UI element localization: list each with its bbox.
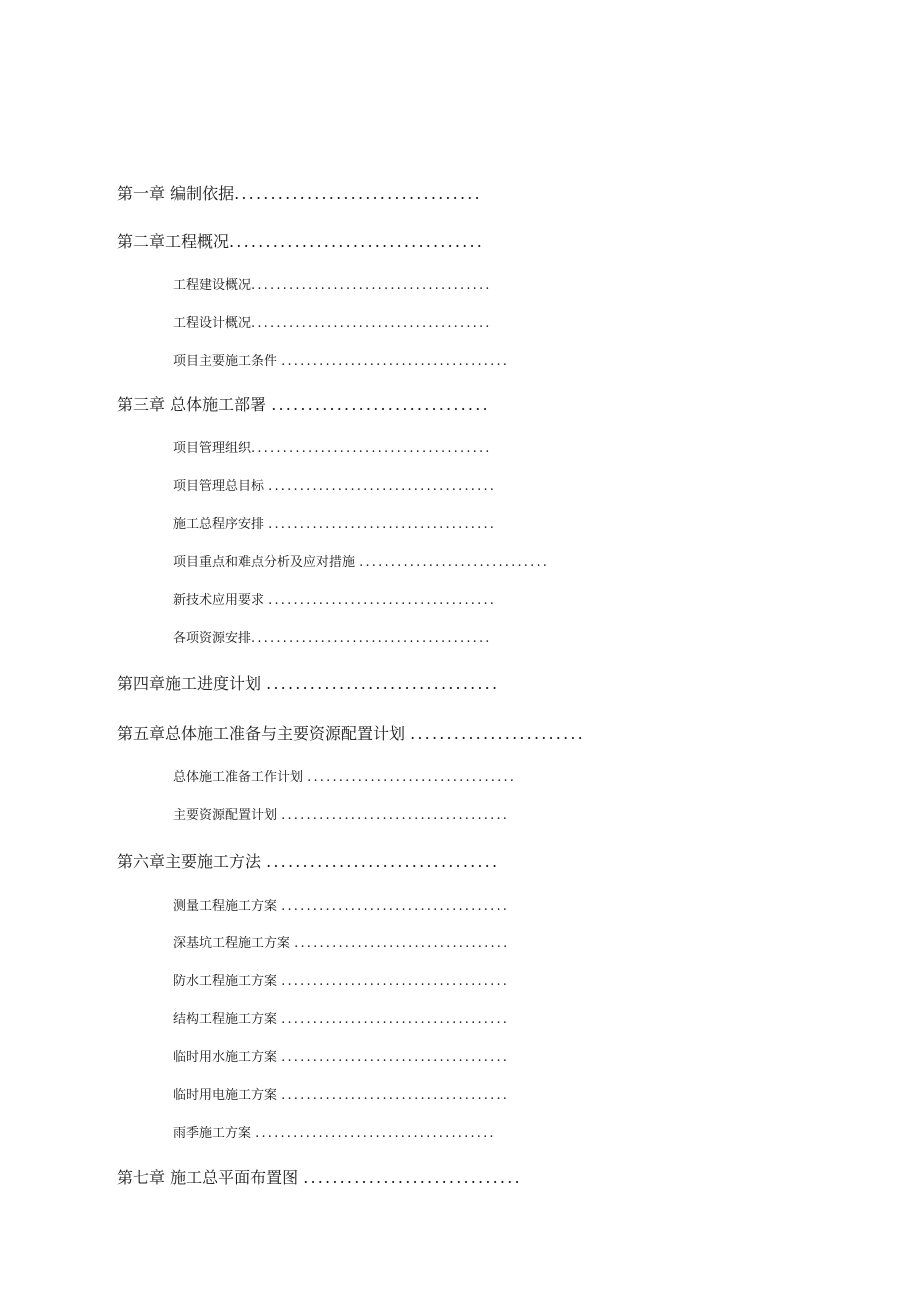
toc-section-6-2[interactable] [173, 937, 509, 950]
toc-leader-dots: .................................... [281, 974, 510, 989]
toc-leader-dots: .............................. [359, 555, 550, 570]
toc-entry-title: 工程设计概况 [173, 316, 252, 331]
toc-section-3-3[interactable] [173, 518, 496, 531]
toc-entry-title: 主要资源配置计划 [173, 808, 282, 823]
toc-entry-title: 雨季施工方案 [173, 1126, 256, 1141]
toc-section-6-6[interactable] [173, 1089, 509, 1102]
toc-section-3-1[interactable] [173, 442, 492, 455]
toc-entry-title: 临时用水施工方案 [173, 1050, 282, 1065]
toc-leader-dots: ................................... [229, 232, 485, 251]
toc-entry-title: 第四章施工进度计划 [117, 674, 267, 693]
toc-leader-dots: ................................ [266, 674, 500, 693]
toc-entry-title: 各项资源安排 [173, 631, 252, 646]
toc-chapter-4[interactable] [117, 676, 499, 692]
toc-entry-title: 工程建设概况 [173, 278, 252, 293]
toc-section-6-1[interactable] [173, 900, 509, 913]
toc-leader-dots: ................................. [307, 770, 517, 785]
toc-entry-title: 项目管理总目标 [173, 479, 269, 494]
toc-leader-dots: ...................................... [251, 441, 492, 456]
toc-leader-dots: ...................................... [251, 316, 492, 331]
toc-entry-title: 总体施工准备工作计划 [173, 770, 308, 785]
toc-entry-title: 深基坑工程施工方案 [173, 936, 295, 951]
toc-entry-title: 第五章总体施工准备与主要资源配置计划 [117, 724, 411, 743]
toc-section-5-1[interactable] [173, 771, 516, 784]
toc-entry-title: 施工总程序安排 [173, 517, 269, 532]
toc-leader-dots: .................................... [268, 517, 497, 532]
toc-leader-dots: .................................. [234, 184, 482, 203]
toc-entry-title: 第六章主要施工方法 [117, 852, 267, 871]
toc-leader-dots: .................................. [294, 936, 510, 951]
toc-entry-title: 第一章 编制依据 [117, 184, 235, 203]
toc-section-3-4[interactable] [173, 556, 549, 569]
toc-section-3-2[interactable] [173, 480, 496, 493]
toc-section-6-5[interactable] [173, 1051, 509, 1064]
toc-leader-dots: ................................ [266, 852, 500, 871]
toc-entry-title: 新技术应用要求 [173, 593, 269, 608]
toc-entry-title: 项目重点和难点分析及应对措施 [173, 555, 360, 570]
toc-section-2-3[interactable] [173, 355, 509, 368]
toc-chapter-3[interactable] [117, 397, 490, 413]
toc-section-6-4[interactable] [173, 1013, 509, 1026]
toc-leader-dots: .................................... [281, 808, 510, 823]
toc-leader-dots: .................................... [281, 1088, 510, 1103]
toc-leader-dots: .............................. [303, 1168, 522, 1187]
toc-entry-title: 第七章 施工总平面布置图 [117, 1168, 304, 1187]
toc-section-5-2[interactable] [173, 809, 509, 822]
toc-chapter-6[interactable] [117, 854, 499, 870]
toc-entry-title: 第二章工程概况 [117, 232, 230, 251]
toc-leader-dots: ........................ [410, 724, 585, 743]
toc-leader-dots: .............................. [271, 395, 490, 414]
toc-leader-dots: ...................................... [251, 631, 492, 646]
toc-entry-title: 项目管理组织 [173, 441, 252, 456]
toc-leader-dots: .................................... [281, 899, 510, 914]
toc-chapter-7[interactable] [117, 1170, 522, 1186]
toc-leader-dots: ...................................... [251, 278, 492, 293]
toc-leader-dots: .................................... [268, 593, 497, 608]
toc-section-2-2[interactable] [173, 317, 492, 330]
toc-entry-title: 第三章 总体施工部署 [117, 395, 272, 414]
toc-chapter-2[interactable] [117, 234, 484, 250]
toc-section-6-7[interactable] [173, 1127, 496, 1140]
toc-entry-title: 测量工程施工方案 [173, 899, 282, 914]
toc-section-3-6[interactable] [173, 632, 492, 645]
toc-leader-dots: .................................... [281, 1012, 510, 1027]
toc-entry-title: 项目主要施工条件 [173, 354, 282, 369]
toc-entry-title: 防水工程施工方案 [173, 974, 282, 989]
toc-entry-title: 结构工程施工方案 [173, 1012, 282, 1027]
toc-leader-dots: .................................... [281, 1050, 510, 1065]
toc-section-2-1[interactable] [173, 279, 492, 292]
toc-leader-dots: .................................... [268, 479, 497, 494]
toc-section-6-3[interactable] [173, 975, 509, 988]
toc-chapter-5[interactable] [117, 726, 585, 742]
toc-leader-dots: .................................... [281, 354, 510, 369]
toc-chapter-1[interactable] [117, 186, 482, 202]
toc-entry-title: 临时用电施工方案 [173, 1088, 282, 1103]
toc-leader-dots: ...................................... [255, 1126, 496, 1141]
toc-section-3-5[interactable] [173, 594, 496, 607]
